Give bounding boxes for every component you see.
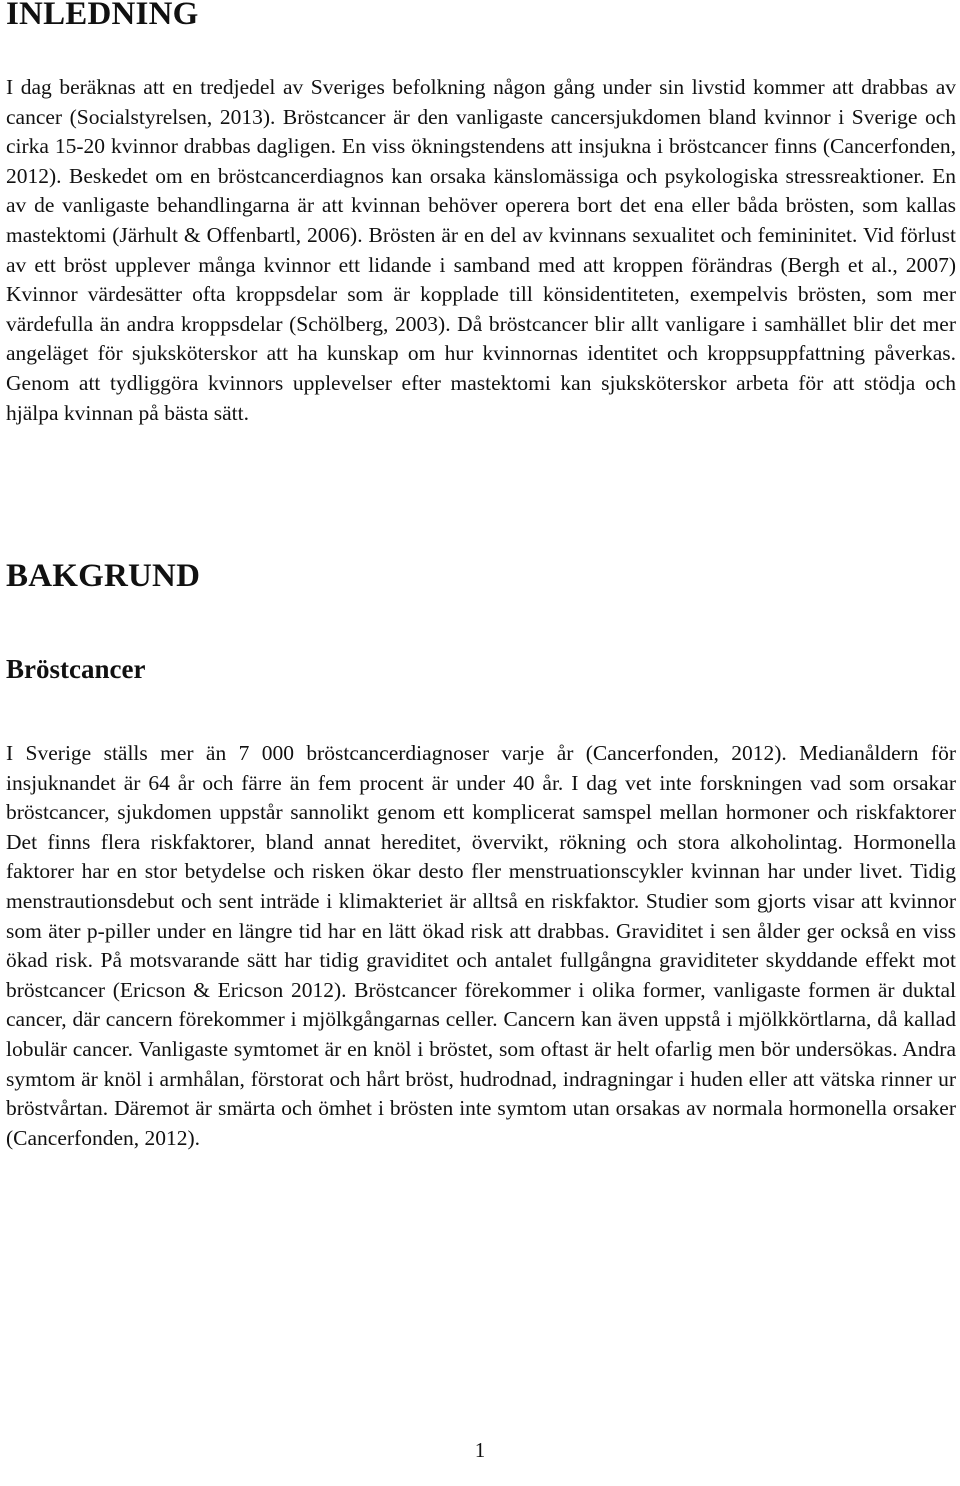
- subheading-brostcancer: Bröstcancer: [6, 654, 146, 684]
- paragraph-background: I Sverige ställs mer än 7 000 bröstcancerdiagnoser varje år (Cancerfonden, 2012). Medianåldern för insjuknandet är 64 år och färre än fem procent är under 40 år. I dag vet inte forskningen vad som orsakar bröstcancer, sjukdomen uppstår sannolikt genom ett komplicerat samspel mellan hormoner och riskfaktorer Det finns flera riskfaktorer, bland annat hereditet, övervikt, rökning och stora alkoholintag. Hormonella faktorer har en stor betydelse och risken ökar desto fler menstruationscykler kvinnan har under livet. Tidig menstrautionsdebut och sent inträde i klimakteriet är alltså en riskfaktor. Studier som gjorts visar att kvinnor som äter p-piller under en längre tid har en lätt ökad risk att drabbas. Graviditet i sen ålder ger också en viss ökad risk. På motsvarande sätt har tidig graviditet och antalet fullgångna graviditeter skyddande effekt mot bröstcancer (Ericson & Ericson 2012). Bröstcancer förekommer i olika former, vanligaste formen är duktal cancer, där cancern förekommer i mjölkgångarnas celler. Cancern kan även uppstå i mjölkkörtlarna, då kallad lobulär cancer. Vanligaste symtomet är en knöl i bröstet, som oftast är helt ofarlig men bör undersökas. Andra symtom är knöl i armhålan, förstorat och hårt bröst, hudrodnad, indragningar i huden eller att vätska rinner ur bröstvårtan. Däremot är smärta och ömhet i brösten inte symtom utan orsakas av normala hormonella orsaker (Cancerfonden, 2012).: [6, 741, 956, 1150]
- heading-bakgrund: BAKGRUND: [6, 558, 201, 594]
- page-number: 1: [474, 1438, 486, 1462]
- paragraph-intro: I dag beräknas att en tredjedel av Sveriges befolkning någon gång under sin livstid kommer att drabbas av cancer (Socialstyrelsen, 2013). Bröstcancer är den vanligaste cancersjukdomen bland kvinnor i Sverige och cirka 15-20 kvinnor drabbas dagligen. En viss ökningstendens att insjukna i bröstcancer finns (Cancerfonden, 2012). Beskedet om en bröstcancerdiagnos kan orsaka känslomässiga och psykologiska stressreaktioner. En av de vanligaste behandlingarna är att kvinnan behöver operera bort det ena eller båda brösten, som kallas mastektomi (Järhult & Offenbartl, 2006). Brösten är en del av kvinnans sexualitet och femininitet. Vid förlust av ett bröst upplever många kvinnor ett lidande i samband med att kroppen förändras (Bergh et al., 2007) Kvinnor värdesätter ofta kroppsdelar som är kopplade till könsidentiteten, exempelvis brösten, som mer värdefulla än andra kroppsdelar (Schölberg, 2003). Då bröstcancer blir allt vanligare i samhället blir det mer angeläget för sjuksköterskor att ha kunskap om hur kvinnornas identitet och kroppsuppfattning påverkas. Genom att tydliggöra kvinnors upplevelser efter mastektomi kan sjuksköterskor arbeta för att stödja och hjälpa kvinnan på bästa sätt.: [6, 75, 956, 425]
- heading-inledning: INLEDNING: [6, 0, 199, 32]
